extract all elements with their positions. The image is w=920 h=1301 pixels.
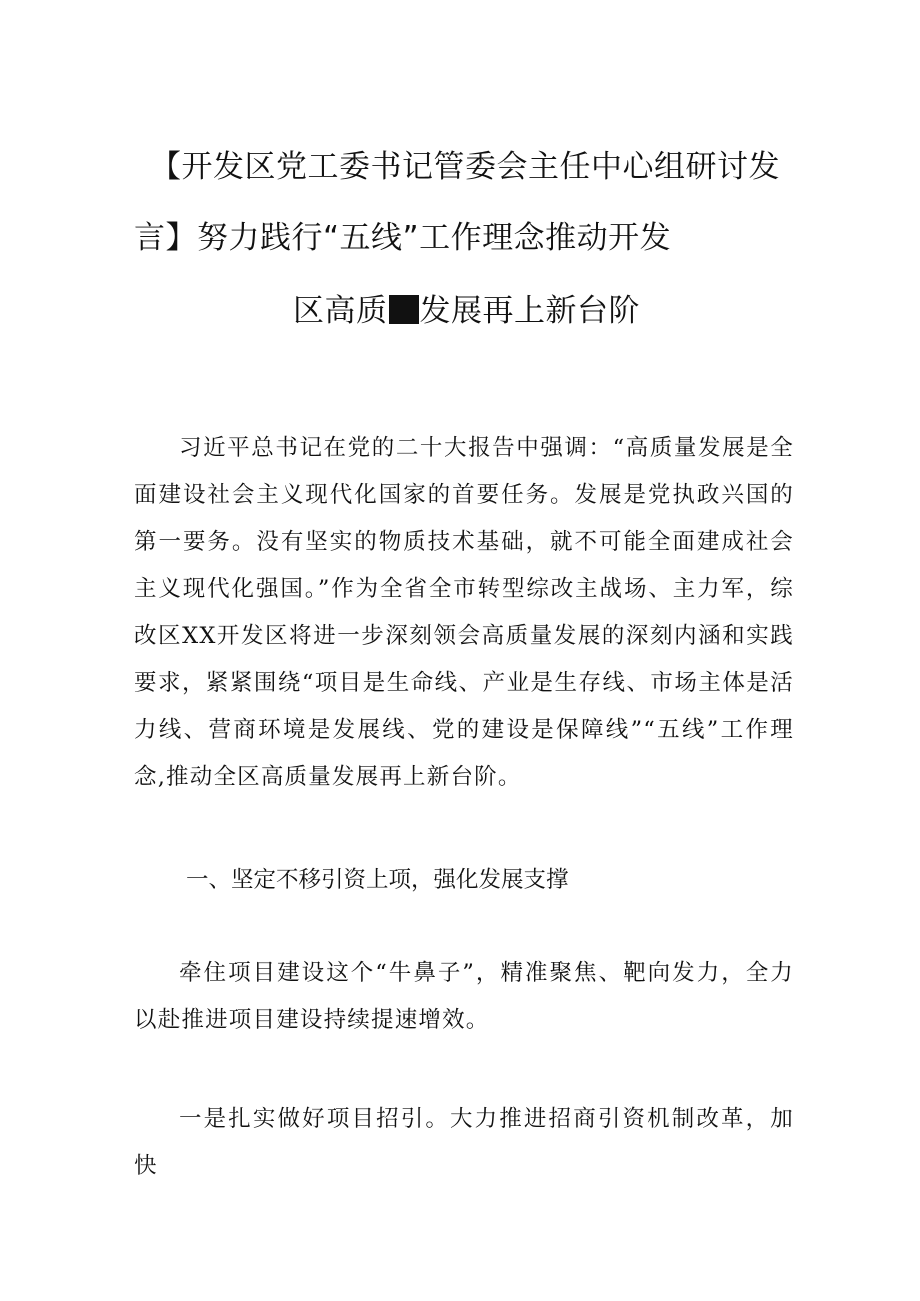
document-title-line-3 <box>293 291 640 331</box>
document-title-line-1: 【开发区党工委书记管委会主任中心组研讨发 <box>150 149 780 185</box>
title-line-3-start: 区高质 <box>293 293 388 329</box>
document-title-line-2: 言】努力践行“五线”工作理念推动开发 <box>134 220 672 256</box>
title-line-3-end: 发展再上新台阶 <box>419 293 640 329</box>
body-paragraph-section1: 牵住项目建设这个“牛鼻子”，精准聚焦、靶向发力，全力以赴推进项目建设持续提速增效。 <box>134 960 794 1033</box>
redaction-block <box>389 295 419 324</box>
section-heading-1: 一、坚定不移引资上项，强化发展支撑 <box>186 867 569 893</box>
body-paragraph-intro: 习近平总书记在党的二十大报告中强调：“高质量发展是全面建设社会主义现代化国家的首要任务。发展是党执政兴国的第一要务。没有坚实的物质技术基础，就不可能全面建成社会主义现代化强国。”作为全省全市转型综改主战场、主力军，综改区XX开发区将进一步深刻领会高质量发展的深刻内涵和实践要求，紧紧围绕“项目是生命线、产业是生存线、市场主体是活力线、营商环境是发展线、党的建设是保障线”“五线”工作理念,推动全区高质量发展再上新台阶。 <box>134 435 794 790</box>
body-paragraph-point1: 一是扎实做好项目招引。大力推进招商引资机制改革，加快 <box>134 1106 794 1179</box>
